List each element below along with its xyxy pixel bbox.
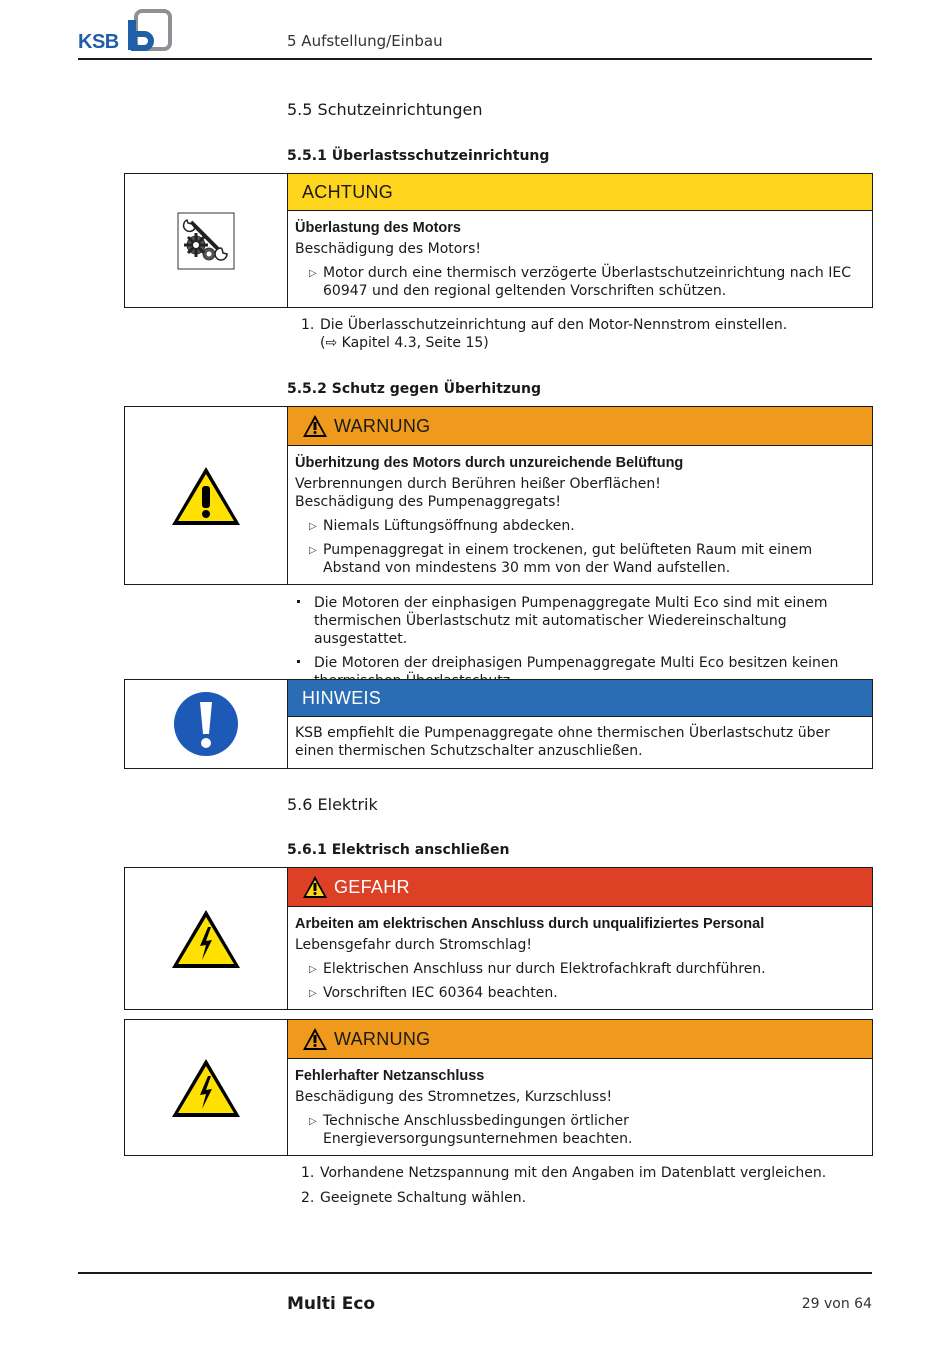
warning-triangle-icon <box>170 464 242 528</box>
heading-5-5-1: 5.5.1 Überlastsschutzeinrichtung <box>287 148 550 164</box>
warning-box-netz <box>124 1019 873 1156</box>
page-number: 29 von 64 <box>801 1296 872 1312</box>
bullet-list <box>287 594 872 690</box>
header-section-title: 5 Aufstellung/Einbau <box>287 32 443 50</box>
cross-reference-link[interactable]: (⇨ Kapitel 4.3, Seite 15) <box>320 335 489 351</box>
notice-achtung <box>124 173 873 308</box>
ksb-logo: KSB <box>78 8 174 52</box>
electric-hazard-icon <box>170 1056 242 1120</box>
list-item: 1. Vorhandene Netzspannung mit den Angaben im Datenblatt vergleichen. <box>301 1165 827 1181</box>
warning-consequence: Beschädigung des Stromnetzes, Kurzschluss! <box>295 1089 613 1105</box>
banner-warnung: WARNUNG <box>334 415 431 436</box>
hint-box <box>124 679 873 769</box>
electric-hazard-icon <box>170 907 242 971</box>
gear-wrench-icon <box>177 212 235 270</box>
instruction-list <box>287 1164 872 1207</box>
banner-gefahr: GEFAHR <box>334 876 410 897</box>
banner-achtung: ACHTUNG <box>288 174 872 211</box>
step-triangle-icon: ▷ <box>309 268 317 279</box>
warning-consequence: Verbrennungen durch Berühren heißer Oberflächen! <box>295 476 661 492</box>
warning-box-overheat <box>124 406 873 585</box>
hint-text: KSB empfiehlt die Pumpenaggregate ohne thermischen Überlastschutz über einen thermischen Schutzschalter anzuschließen. <box>295 725 830 759</box>
heading-5-5-2: 5.5.2 Schutz gegen Überhitzung <box>287 381 541 397</box>
heading-5-5: 5.5 Schutzeinrichtungen <box>287 100 483 119</box>
list-item: Die Motoren der dreiphasigen Pumpenaggregate Multi Eco besitzen keinen <box>287 654 872 690</box>
step-triangle-icon: ▷ <box>309 545 317 556</box>
danger-consequence: Lebensgefahr durch Stromschlag! <box>295 937 533 953</box>
step-triangle-icon: ▷ <box>309 964 317 975</box>
footer-product-title: Multi Eco <box>287 1294 376 1314</box>
footer-rule <box>78 1272 872 1274</box>
mandatory-info-icon <box>171 689 241 759</box>
banner-warnung: WARNUNG <box>334 1028 431 1049</box>
danger-heading: Arbeiten am elektrischen Anschluss durch unqualifiziertes Personal <box>295 916 765 932</box>
header-rule <box>78 58 872 60</box>
step-item: ▷ Pumpenaggregat in einem trockenen, gut belüfteten Raum mit einem Abstand von mindestens 30 mm von der Wand aufstellen. <box>309 542 813 576</box>
warning-heading: Überhitzung des Motors durch unzureichende Belüftung <box>295 455 684 471</box>
heading-5-6-1: 5.6.1 Elektrisch anschließen <box>287 842 510 858</box>
step-item: ▷ Motor durch eine thermisch verzögerte Überlastschutzeinrichtung nach IEC 60947 und den regional geltenden Vorschriften schützen. <box>309 265 851 299</box>
step-triangle-icon: ▷ <box>309 521 317 532</box>
banner-hinweis: HINWEIS <box>288 680 872 717</box>
step-triangle-icon: ▷ <box>309 1116 317 1127</box>
warning-triangle-icon <box>302 1027 328 1051</box>
step-item: ▷ Technische Anschlussbedingungen örtlicher Energieversorgungsunternehmen beachten. <box>309 1113 633 1147</box>
notice-heading: Überlastung des Motors <box>295 220 461 236</box>
warning-triangle-icon <box>302 875 328 899</box>
step-item: ▷ Elektrischen Anschluss nur durch Elektrofachkraft durchführen. <box>309 961 766 977</box>
instruction-list <box>287 316 872 352</box>
notice-consequence: Beschädigung des Motors! <box>295 241 482 257</box>
danger-box <box>124 867 873 1010</box>
step-item: ▷ Vorschriften IEC 60364 beachten. <box>309 985 558 1001</box>
step-triangle-icon: ▷ <box>309 988 317 999</box>
ksb-logo-mark <box>126 8 174 52</box>
list-item: 1. Die Überlasschutzeinrichtung auf den Motor-Nennstrom einstellen. (⇨ Kapitel 4.3, Seite 15) <box>287 316 872 352</box>
warning-triangle-icon <box>302 414 328 438</box>
warning-heading: Fehlerhafter Netzanschluss <box>295 1068 485 1084</box>
heading-5-6: 5.6 Elektrik <box>287 795 378 814</box>
list-item: 2. Geeignete Schaltung wählen. <box>301 1190 527 1206</box>
step-item: ▷ Niemals Lüftungsöffnung abdecken. <box>309 518 575 534</box>
warning-consequence: Beschädigung des Pumpenaggregats! <box>295 494 562 510</box>
list-item: Die Motoren der einphasigen Pumpenaggregate Multi Eco sind mit einem thermischen Überlastschutz mit automatischer Wiedereinschaltung ausgestattet. <box>287 594 872 648</box>
